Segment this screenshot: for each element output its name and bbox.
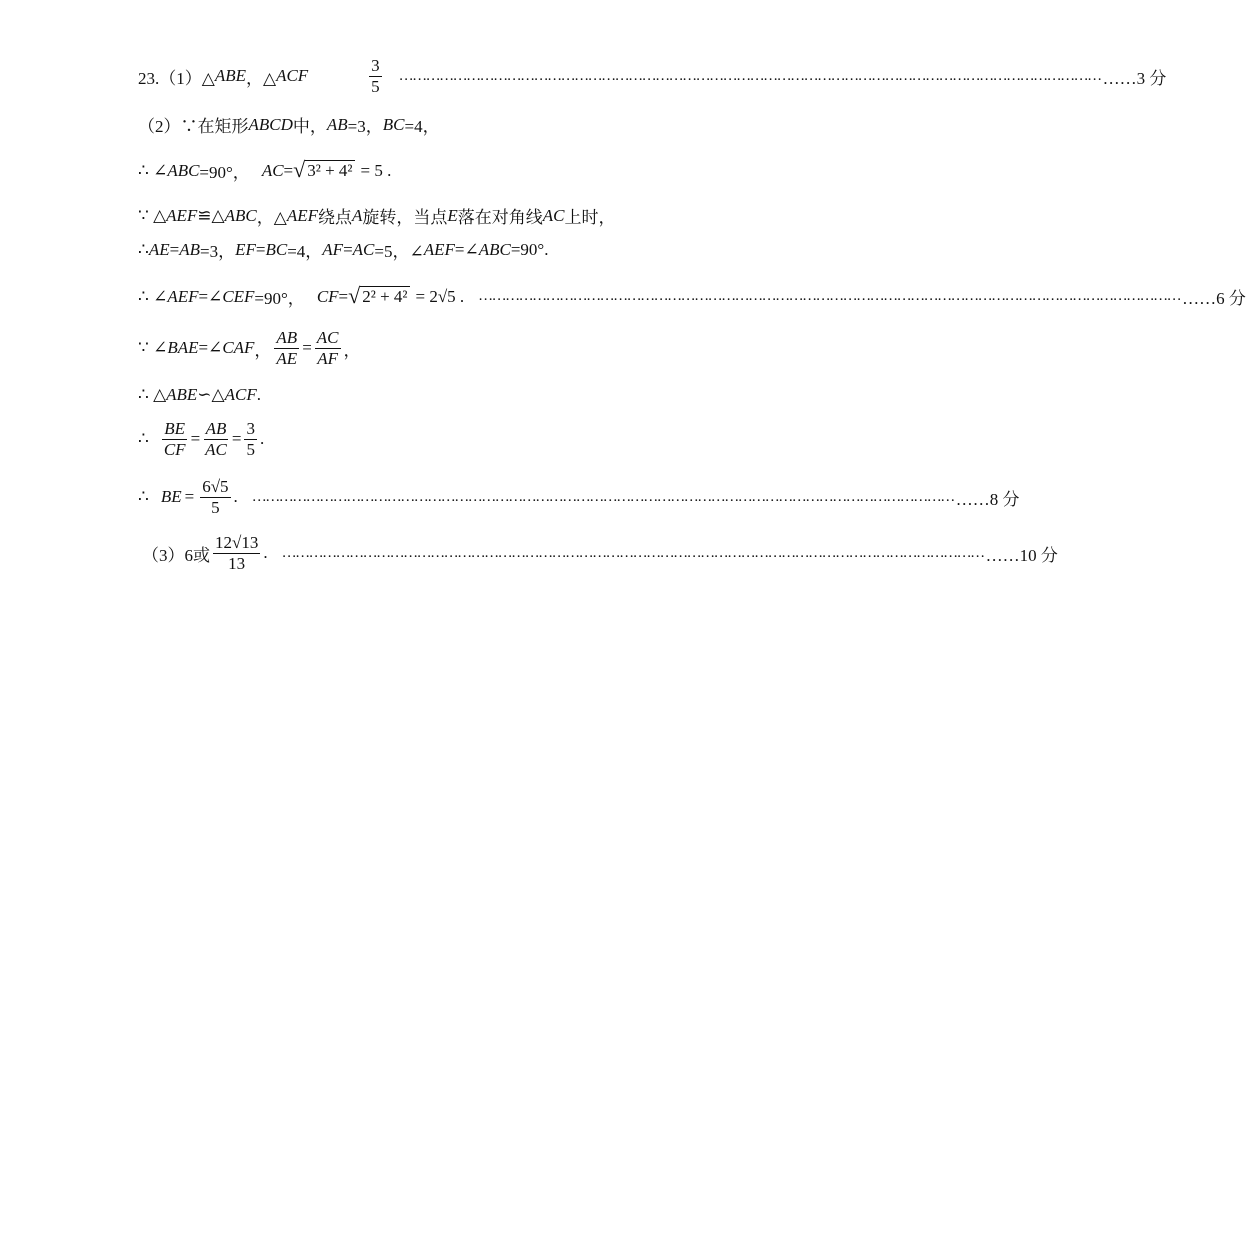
therefore-symbol: ∴	[138, 429, 149, 449]
math-var: BC	[382, 114, 405, 134]
dot-leader: …………………………………………………………………………………………………………………………………………	[478, 288, 1181, 304]
math-var: ABCD	[248, 114, 293, 134]
line-content	[138, 477, 238, 517]
text-segment: ∵ △	[138, 205, 167, 225]
math-var: AC	[261, 160, 284, 180]
text-segment: .	[263, 543, 268, 563]
math-var: ABE	[214, 66, 246, 86]
math-var: ACF	[276, 66, 309, 86]
text-segment: 上时，	[564, 208, 616, 227]
math-var: ABC	[478, 239, 511, 259]
fraction	[369, 56, 382, 96]
math-var: AB	[326, 114, 348, 134]
text-segment: ，	[343, 340, 361, 360]
text-segment: ∴ △	[138, 385, 167, 404]
fraction-denominator: 5	[246, 439, 255, 459]
radical-sign-icon: √	[348, 283, 361, 308]
fraction-denominator: AF	[317, 348, 339, 368]
fraction	[244, 419, 257, 459]
answer-line-7	[138, 328, 900, 368]
line-content	[138, 112, 440, 137]
text-segment: =∠	[454, 239, 479, 259]
score-label: ……8 分	[955, 489, 1020, 509]
equals-sign: =	[302, 338, 312, 358]
score-label: ……3 分	[1102, 68, 1167, 88]
text-segment: =∠	[198, 338, 223, 358]
math-var: CAF	[222, 338, 255, 358]
answer-line-10	[138, 477, 1020, 517]
fraction-numerator: 6√5	[202, 477, 229, 496]
math-var: AF	[322, 239, 344, 259]
fraction-denominator: CF	[163, 439, 186, 459]
math-var: AC	[352, 239, 375, 259]
math-var: AE	[148, 239, 170, 259]
score-label: ……6 分	[1182, 289, 1246, 308]
fraction	[203, 419, 229, 459]
score-label: ……10 分	[985, 545, 1058, 565]
radicand: 2² + 4²	[362, 287, 408, 306]
equals-sign: =	[190, 429, 201, 449]
text-segment: =	[283, 160, 294, 180]
text-segment: .	[259, 429, 265, 449]
fraction-denominator: AE	[276, 348, 298, 368]
math-var: AB	[179, 239, 200, 259]
text-segment: 落在对角线	[457, 208, 543, 227]
fraction-numerator: 3	[371, 56, 380, 75]
math-var: AEF	[166, 205, 198, 225]
math-var: BE	[160, 487, 182, 507]
math-var: BAE	[167, 338, 199, 358]
math-var: ACF	[224, 385, 257, 404]
math-var: A	[351, 205, 363, 225]
fraction	[200, 477, 230, 517]
text-segment: ，	[254, 340, 272, 360]
radical-sign-icon: √	[293, 157, 306, 182]
line-content	[138, 284, 464, 309]
math-var: ABC	[224, 205, 257, 225]
text-segment: =4，	[404, 117, 440, 136]
radicand: 3² + 4²	[307, 161, 353, 180]
math-var: ABC	[167, 160, 200, 180]
text-segment: =4，	[287, 242, 323, 261]
answer-line-8	[138, 385, 900, 405]
text-segment: =90°，	[254, 289, 305, 308]
text-segment: = 5 .	[360, 160, 392, 180]
fraction-denominator: 5	[211, 497, 220, 517]
math-var: AEF	[286, 205, 318, 225]
text-segment: =3，	[347, 117, 383, 136]
text-segment: ∴	[138, 239, 149, 259]
fraction	[213, 533, 260, 573]
text-segment: ∽△	[197, 385, 225, 404]
fraction-numerator: 3	[246, 419, 255, 438]
square-root	[348, 283, 409, 308]
answer-line-2	[138, 112, 900, 137]
fraction	[315, 328, 341, 368]
answer-line-11	[142, 533, 1058, 573]
answer-line-4	[138, 203, 900, 228]
text-segment: （2）∵在矩形	[138, 117, 249, 136]
text-segment: =90°，	[199, 163, 250, 182]
text-segment: =5，∠	[374, 242, 424, 261]
fraction-denominator: 13	[228, 553, 246, 573]
text-segment: 中，	[292, 117, 327, 136]
line-content	[142, 533, 268, 573]
fraction	[274, 328, 299, 368]
equals-sign: =	[184, 487, 195, 507]
line-content	[138, 56, 385, 96]
text-segment: 旋转，当点	[362, 208, 448, 227]
fraction-numerator: AB	[276, 328, 298, 347]
math-var: ABE	[166, 385, 198, 404]
text-segment: =	[343, 239, 353, 259]
text-segment: .	[233, 487, 238, 507]
line-content	[138, 158, 391, 183]
math-var: EF	[235, 239, 256, 259]
answer-line-6	[138, 283, 1246, 309]
fraction-denominator: AC	[205, 439, 227, 459]
line-content	[138, 385, 261, 405]
text-segment: ≌△	[197, 205, 225, 225]
answer-line-1	[138, 56, 1167, 96]
text-segment: ∴ ∠	[138, 286, 168, 306]
line-content	[138, 328, 361, 368]
math-var: AC	[542, 205, 565, 225]
text-segment: .	[256, 385, 261, 404]
fraction-numerator: AC	[316, 328, 339, 347]
therefore-symbol: ∴	[138, 487, 149, 507]
equals-sign: =	[231, 429, 242, 449]
text-segment: ∴ ∠	[138, 160, 168, 180]
dot-leader: …………………………………………………………………………………………………………………………………………	[251, 488, 954, 505]
answer-line-9	[138, 419, 900, 459]
fraction-denominator: 5	[371, 76, 380, 96]
dot-leader: …………………………………………………………………………………………………………………………………………	[281, 544, 984, 561]
line-content	[138, 419, 264, 459]
answer-line-3	[138, 158, 900, 183]
fraction	[162, 419, 188, 459]
math-var: CEF	[222, 286, 255, 306]
text-segment: ∵ ∠	[138, 338, 168, 358]
text-segment: 23.（1）△	[138, 68, 215, 88]
math-var: AEF	[167, 286, 199, 306]
line-content	[138, 203, 615, 228]
dot-leader: …………………………………………………………………………………………………………………………………………	[398, 67, 1101, 84]
text-segment: =∠	[198, 286, 223, 306]
square-root	[293, 157, 354, 182]
text-segment: （3）6或	[142, 545, 210, 565]
text-segment: =	[338, 286, 349, 306]
fraction-numerator: AB	[205, 419, 227, 438]
text-segment: = 2√5 .	[415, 286, 465, 306]
fraction-numerator: 12√13	[215, 533, 259, 552]
math-var: E	[447, 205, 458, 225]
math-var: CF	[316, 286, 339, 306]
line-content	[138, 237, 548, 262]
text-segment: 绕点	[317, 208, 352, 227]
text-segment: ，△	[256, 208, 287, 227]
text-segment: =	[255, 239, 266, 259]
text-segment: ，△	[245, 68, 277, 88]
fraction-numerator: BE	[164, 419, 186, 438]
math-var: BC	[265, 239, 288, 259]
answer-line-5	[138, 237, 900, 262]
text-segment: =	[169, 239, 180, 259]
text-segment: =90°.	[510, 239, 549, 259]
text-segment: =3，	[199, 242, 236, 261]
math-var: AEF	[423, 239, 455, 259]
